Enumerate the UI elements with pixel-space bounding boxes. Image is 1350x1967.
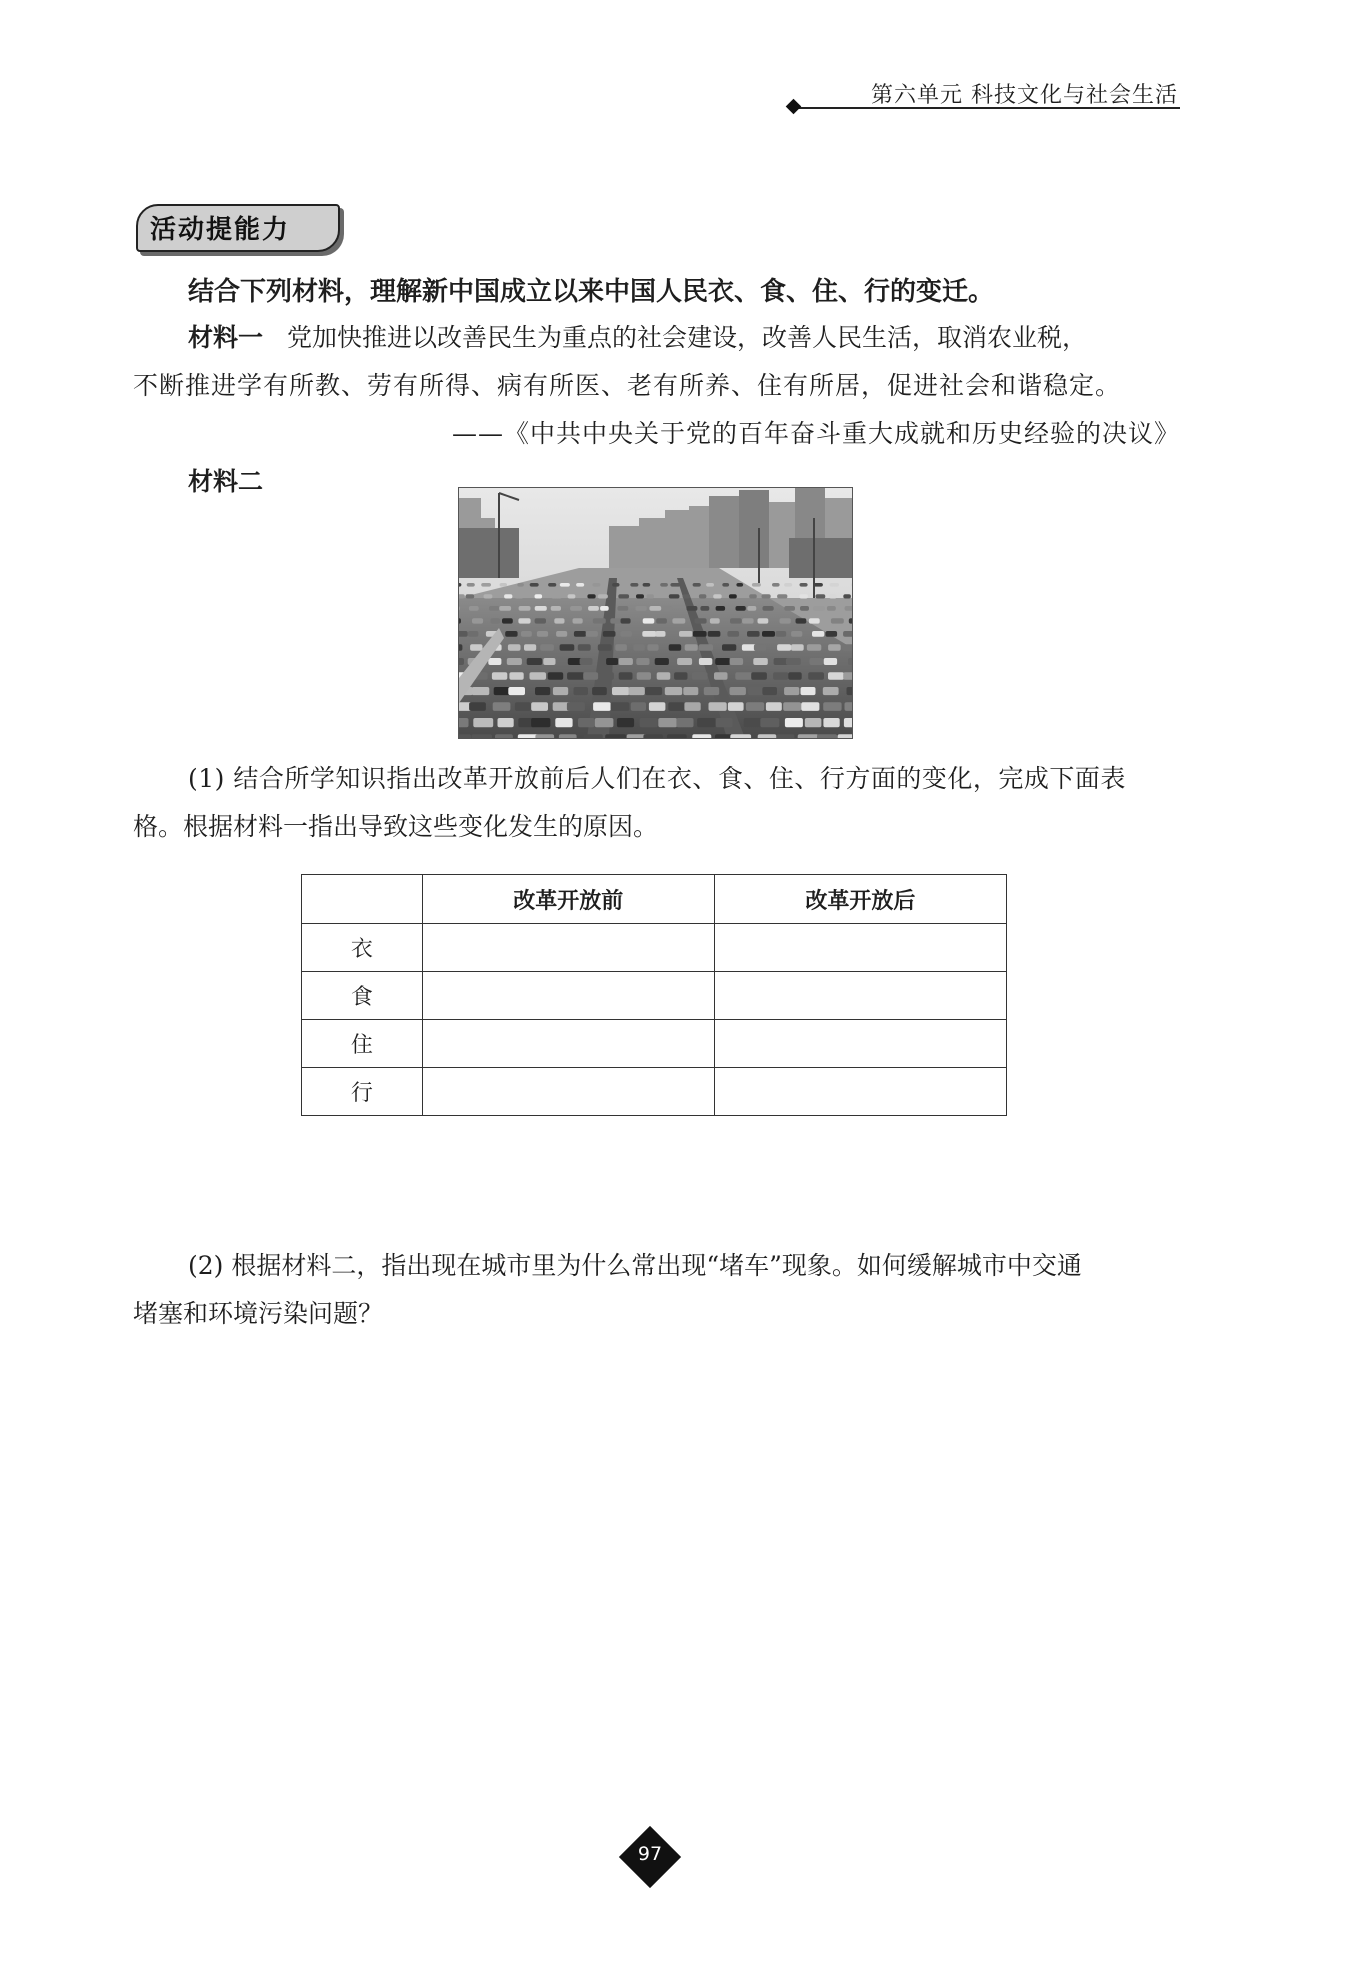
car-shape (843, 594, 851, 598)
car-shape (593, 618, 606, 623)
car-shape (809, 618, 820, 623)
car-shape (554, 618, 564, 623)
table-row (302, 924, 1007, 972)
car-shape (735, 672, 752, 680)
car-shape (518, 618, 530, 623)
car-shape (645, 687, 662, 695)
row-label-housing: 住 (302, 1020, 423, 1068)
car-shape (559, 734, 577, 738)
traffic-jam-photo (458, 487, 853, 739)
car-shape (748, 687, 764, 695)
car-shape (697, 718, 716, 727)
car-shape (658, 718, 677, 727)
question2-text-1: (2) 根据材料二，指出现在城市里为什么常出现“堵车”现象。如何缓解城市中交通 (188, 1251, 1082, 1280)
material-one-label: 材料一 (188, 323, 264, 352)
car-shape (843, 672, 852, 680)
car-shape (805, 718, 822, 727)
instruction-text: 结合下列材料，理解新中国成立以来中国人民衣、食、住、行的变迁。 (188, 277, 995, 307)
car-shape (619, 672, 633, 680)
car-shape (621, 631, 632, 637)
answer-cell-after[interactable] (714, 1020, 1006, 1068)
car-shape (785, 718, 803, 727)
car-shape (665, 687, 682, 695)
question2-text-2: 堵塞和环境污染问题？ (133, 1299, 384, 1328)
car-shape (823, 687, 839, 695)
car-shape (722, 644, 736, 650)
car-shape (459, 644, 462, 650)
car-shape (635, 606, 646, 611)
car-shape (776, 734, 794, 738)
car-shape (826, 631, 838, 637)
car-shape (710, 618, 720, 623)
car-shape (649, 606, 661, 611)
car-shape (499, 606, 511, 611)
car-shape (747, 631, 760, 637)
table-header-row (302, 875, 1007, 924)
car-shape (535, 734, 554, 738)
car-shape (693, 631, 707, 637)
car-shape (746, 702, 764, 711)
car-shape (530, 583, 539, 587)
car-shape (643, 618, 655, 623)
car-shape (548, 672, 564, 680)
car-shape (655, 631, 665, 637)
car-shape (466, 594, 475, 598)
car-shape (643, 734, 663, 738)
car-shape (642, 631, 656, 637)
car-shape (758, 618, 769, 623)
car-shape (471, 734, 492, 738)
car-shape (716, 718, 733, 727)
car-shape (848, 658, 852, 665)
car-shape (583, 672, 598, 680)
car-shape (799, 594, 808, 598)
car-shape (606, 658, 618, 665)
car-shape (751, 672, 767, 680)
car-shape (677, 658, 692, 665)
car-shape (660, 583, 668, 587)
car-shape (674, 672, 687, 680)
car-shape (700, 606, 709, 611)
car-shape (649, 702, 666, 711)
car-shape (640, 718, 658, 727)
car-shape (531, 702, 548, 711)
car-shape (747, 606, 756, 611)
material-one-line1 (188, 314, 1087, 362)
car-shape (469, 702, 486, 711)
car-shape (524, 644, 536, 650)
car-shape (801, 702, 819, 711)
car-shape (763, 606, 774, 611)
car-shape (713, 594, 722, 598)
car-shape (845, 606, 852, 611)
car-shape (576, 583, 584, 587)
car-shape (685, 644, 698, 650)
car-shape (730, 658, 744, 665)
car-shape (667, 734, 687, 738)
car-shape (684, 702, 700, 711)
car-shape (492, 672, 507, 680)
car-shape (762, 631, 775, 637)
car-shape (500, 583, 507, 587)
car-shape (692, 672, 708, 680)
car-shape (728, 702, 744, 711)
car-shape (762, 687, 777, 695)
car-shape (812, 631, 824, 637)
car-shape (783, 702, 801, 711)
car-shape (537, 631, 548, 637)
car-shape (493, 702, 511, 711)
car-shape (831, 618, 844, 623)
car-shape (600, 606, 609, 611)
car-shape (736, 606, 746, 611)
car-shape (786, 658, 801, 665)
car-shape (730, 734, 751, 738)
car-shape (676, 718, 693, 727)
car-shape (824, 658, 837, 665)
car-shape (828, 644, 841, 650)
section-title: 活动提能力 (150, 215, 291, 245)
car-shape (578, 644, 591, 650)
car-shape (772, 583, 780, 587)
answer-cell-before[interactable] (422, 972, 714, 1020)
car-shape (459, 718, 469, 727)
car-shape (842, 644, 852, 650)
car-shape (643, 583, 651, 587)
car-shape (800, 583, 808, 587)
car-shape (504, 594, 512, 598)
question1-text-1: (1) 结合所学知识指出改革开放前后人们在衣、食、住、行方面的变化，完成下面表 (188, 764, 1126, 793)
car-shape (813, 606, 825, 611)
car-shape (695, 618, 707, 623)
car-shape (637, 672, 651, 680)
car-shape (605, 734, 626, 738)
car-shape (611, 702, 630, 711)
car-shape (672, 618, 685, 623)
car-shape (800, 606, 809, 611)
car-shape (784, 687, 799, 695)
running-header-title: 第六单元 科技文化与社会生活 (871, 83, 1178, 108)
car-shape (574, 687, 589, 695)
car-shape (670, 583, 680, 587)
car-shape (584, 734, 603, 738)
car-shape (598, 644, 612, 650)
car-shape (527, 658, 543, 665)
car-shape (629, 687, 645, 695)
car-shape (595, 718, 614, 727)
car-shape (543, 658, 555, 665)
car-shape (687, 606, 698, 611)
car-shape (621, 618, 631, 623)
car-shape (823, 702, 841, 711)
car-shape (567, 702, 585, 711)
car-shape (808, 672, 824, 680)
answer-cell-before[interactable] (422, 1068, 714, 1116)
row-label-food: 食 (302, 972, 423, 1020)
car-shape (580, 658, 593, 665)
car-shape (722, 583, 729, 587)
answer-cell-after[interactable] (714, 972, 1006, 1020)
car-shape (752, 583, 761, 587)
car-shape (548, 583, 556, 587)
table-row (302, 972, 1007, 1020)
car-shape (742, 618, 754, 623)
car-shape (509, 672, 523, 680)
material-one-text-2: 不断推进学有所教、劳有所得、病有所医、老有所养、住有所居，促进社会和谐稳定。 (133, 371, 1122, 400)
car-shape (708, 631, 721, 637)
car-shape (588, 606, 599, 611)
car-shape (459, 658, 464, 665)
car-shape (567, 672, 584, 680)
car-shape (495, 734, 513, 738)
car-shape (796, 618, 807, 623)
car-shape (647, 594, 654, 598)
car-shape (776, 631, 787, 637)
car-shape (574, 631, 586, 637)
car-shape (535, 594, 543, 598)
car-shape (517, 583, 524, 587)
car-shape (470, 644, 482, 650)
car-shape (729, 594, 737, 598)
header-rule (795, 107, 1180, 109)
car-shape (556, 631, 567, 637)
car-shape (829, 594, 837, 598)
car-shape (780, 618, 791, 623)
car-shape (507, 658, 522, 665)
car-shape (473, 718, 493, 727)
car-shape (753, 658, 768, 665)
car-shape (459, 734, 471, 738)
car-shape (612, 583, 619, 587)
car-shape (847, 687, 853, 695)
car-shape (668, 702, 684, 711)
car-shape (669, 644, 682, 650)
car-shape (784, 583, 792, 587)
car-shape (508, 644, 521, 650)
table-row (302, 1068, 1007, 1116)
car-shape (505, 631, 517, 637)
car-shape (657, 672, 671, 680)
car-shape (459, 594, 465, 598)
car-shape (777, 594, 787, 598)
car-shape (656, 618, 667, 623)
car-shape (573, 618, 583, 623)
page-number: 97 (637, 1843, 663, 1865)
car-shape (481, 583, 491, 587)
car-shape (699, 594, 707, 598)
car-shape (704, 687, 719, 695)
car-shape (807, 644, 821, 650)
car-shape (830, 583, 839, 587)
car-shape (598, 594, 608, 598)
car-shape (817, 734, 837, 738)
car-shape (535, 606, 547, 611)
answer-cell-before[interactable] (422, 1020, 714, 1068)
answer-cell-before[interactable] (422, 924, 714, 972)
car-shape (508, 687, 525, 695)
car-shape (730, 687, 746, 695)
car-shape (709, 702, 727, 711)
car-shape (515, 702, 531, 711)
car-shape (843, 631, 852, 637)
car-shape (553, 687, 568, 695)
car-shape (749, 594, 757, 598)
car-shape (762, 594, 771, 598)
car-shape (490, 618, 500, 623)
row-label-clothing: 衣 (302, 924, 423, 972)
car-shape (692, 734, 711, 738)
car-shape (617, 718, 634, 727)
car-shape (489, 606, 499, 611)
car-shape (758, 734, 777, 738)
car-shape (618, 594, 629, 598)
car-shape (617, 606, 628, 611)
car-shape (592, 687, 607, 695)
car-shape (683, 594, 691, 598)
car-shape (716, 606, 726, 611)
car-shape (669, 594, 680, 598)
car-shape (791, 644, 804, 650)
car-shape (592, 583, 600, 587)
row-label-transport: 行 (302, 1068, 423, 1116)
car-shape (521, 631, 532, 637)
car-shape (766, 702, 782, 711)
car-shape (801, 687, 816, 695)
car-shape (603, 631, 616, 637)
car-shape (727, 631, 739, 637)
car-shape (560, 583, 570, 587)
car-shape (699, 644, 713, 650)
car-shape (551, 594, 562, 598)
car-shape (519, 606, 531, 611)
car-shape (636, 658, 649, 665)
car-shape (530, 672, 547, 680)
car-shape (469, 606, 479, 611)
car-shape (498, 718, 514, 727)
car-shape (791, 631, 802, 637)
car-shape (531, 718, 550, 727)
car-shape (828, 672, 844, 680)
car-shape (515, 594, 524, 598)
material-one-text-1: 党加快推进以改善民生为重点的社会建设，改善人民生活，取消农业税， (287, 323, 1088, 352)
car-shape (736, 583, 743, 587)
car-shape (612, 687, 629, 695)
car-shape (593, 702, 611, 711)
car-shape (730, 618, 742, 623)
car-shape (586, 631, 598, 637)
car-shape (647, 644, 658, 650)
answer-cell-after[interactable] (714, 1068, 1006, 1116)
car-shape (827, 606, 836, 611)
material-two-label: 材料二 (188, 467, 264, 496)
car-shape (570, 606, 582, 611)
car-shape (773, 672, 788, 680)
table-header-after: 改革开放后 (714, 875, 1006, 924)
section-tab (128, 200, 344, 254)
car-shape (484, 594, 493, 598)
car-shape (578, 718, 595, 727)
car-shape (587, 594, 595, 598)
car-shape (551, 606, 561, 611)
car-shape (845, 702, 853, 711)
car-shape (754, 644, 766, 650)
car-shape (760, 718, 779, 727)
car-shape (679, 631, 693, 637)
car-shape (472, 618, 483, 623)
car-shape (502, 618, 513, 623)
car-shape (655, 658, 669, 665)
table-row (302, 1020, 1007, 1068)
car-shape (715, 658, 730, 665)
answer-cell-after[interactable] (714, 924, 1006, 972)
car-shape (630, 583, 638, 587)
car-shape (535, 687, 550, 695)
car-shape (784, 606, 795, 611)
car-shape (744, 718, 762, 727)
table-header-before: 改革开放前 (422, 875, 714, 924)
car-shape (844, 718, 852, 727)
car-shape (472, 687, 490, 695)
car-shape (535, 618, 546, 623)
car-shape (823, 718, 839, 727)
car-shape (693, 583, 701, 587)
car-shape (599, 672, 614, 680)
car-shape (699, 658, 712, 665)
car-shape (838, 734, 852, 738)
car-shape (798, 734, 819, 738)
table-header-empty (302, 875, 423, 924)
car-shape (468, 631, 478, 637)
car-shape (633, 644, 645, 650)
car-shape (663, 606, 673, 611)
car-shape (568, 594, 576, 598)
car-shape (459, 631, 468, 637)
car-shape (540, 644, 554, 650)
car-shape (518, 734, 539, 738)
car-shape (619, 658, 633, 665)
car-shape (615, 644, 627, 650)
car-shape (560, 644, 575, 650)
car-shape (555, 718, 572, 727)
car-shape (810, 658, 824, 665)
car-shape (706, 583, 714, 587)
car-shape (714, 672, 728, 680)
answer-table (301, 874, 1007, 1116)
car-shape (631, 702, 646, 711)
question1-text-2: 格。根据材料一指出导致这些变化发生的原因。 (133, 812, 659, 841)
car-shape (636, 594, 644, 598)
car-shape (467, 583, 475, 587)
car-shape (849, 618, 852, 623)
car-shape (777, 644, 791, 650)
car-shape (488, 658, 501, 665)
header-diamond-icon (786, 99, 802, 115)
material-one-source: ——《中共中央关于党的百年奋斗重大成就和历史经验的决议》 (451, 419, 1180, 448)
car-shape (816, 594, 826, 598)
car-shape (788, 672, 801, 680)
car-shape (683, 687, 698, 695)
